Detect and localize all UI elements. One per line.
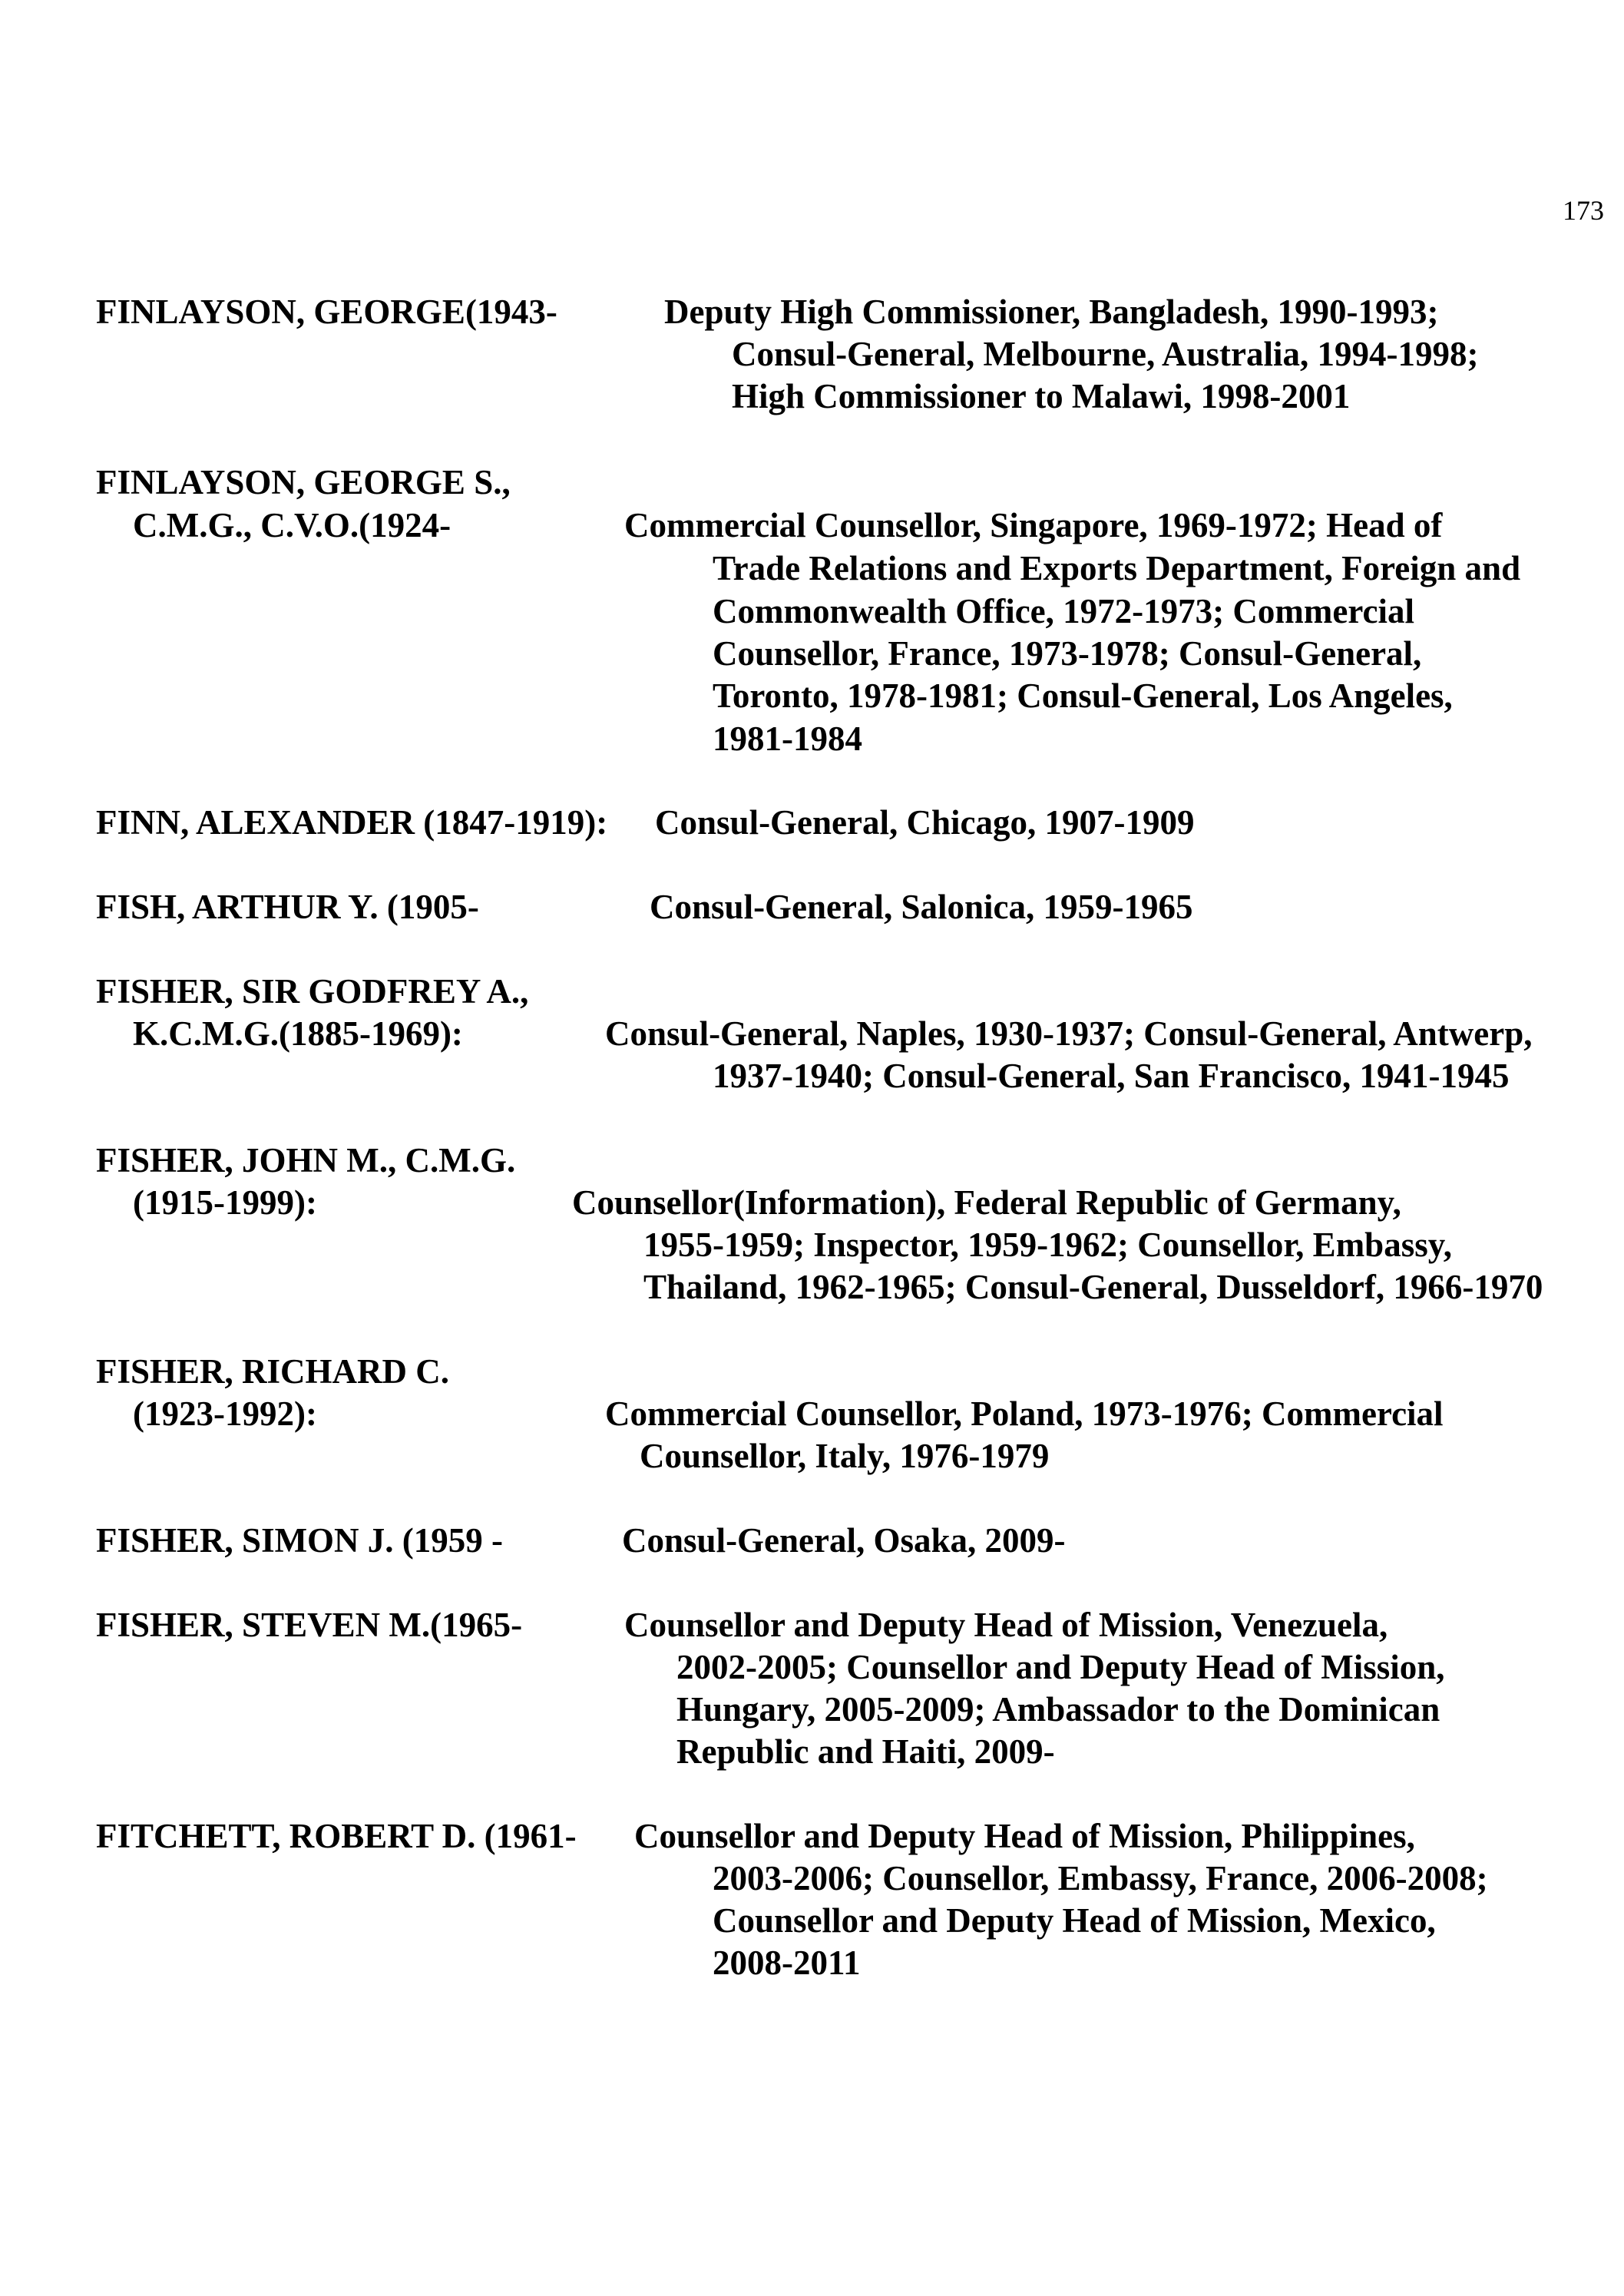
entry-career-line: Counsellor and Deputy Head of Mission, Philippines,	[634, 1817, 1415, 1855]
entry-career-line: Commercial Counsellor, Poland, 1973-1976; Commercial	[605, 1394, 1444, 1433]
entry-career-line: 2003-2006; Counsellor, Embassy, France, 2006-2008;	[713, 1859, 1488, 1897]
entry-name: FINLAYSON, GEORGE S.,	[96, 463, 511, 501]
entry-career-line: Consul-General, Chicago, 1907-1909	[655, 803, 1195, 842]
entry-career-line: Thailand, 1962-1965; Consul-General, Dusseldorf, 1966-1970	[643, 1268, 1543, 1306]
entry-career-line: Hungary, 2005-2009; Ambassador to the Dominican	[676, 1690, 1440, 1729]
entry-career-line: Counsellor, Italy, 1976-1979	[640, 1437, 1050, 1475]
entry-career-line: Consul-General, Naples, 1930-1937; Consul-General, Antwerp,	[605, 1014, 1533, 1053]
entry-career-line: Republic and Haiti, 2009-	[676, 1732, 1055, 1771]
entry-name: FISHER, JOHN M., C.M.G.	[96, 1141, 516, 1179]
entry-career-line: 1955-1959; Inspector, 1959-1962; Counsellor, Embassy,	[643, 1226, 1452, 1264]
entry-career-line: Counsellor(Information), Federal Republic of Germany,	[572, 1183, 1401, 1222]
entry-name: K.C.M.G.(1885-1969):	[133, 1014, 463, 1053]
entry-name: FISH, ARTHUR Y. (1905-	[96, 888, 479, 926]
entry-career-line: Commercial Counsellor, Singapore, 1969-1972; Head of	[624, 506, 1443, 544]
entry-name: C.M.G., C.V.O.(1924-	[133, 506, 451, 544]
entry-name: FISHER, STEVEN M.(1965-	[96, 1606, 523, 1644]
entry-career-line: Consul-General, Osaka, 2009-	[622, 1521, 1066, 1560]
entry-name: FISHER, SIR GODFREY A.,	[96, 972, 529, 1011]
entry-name: FISHER, SIMON J. (1959 -	[96, 1521, 504, 1560]
entry-career-line: 2002-2005; Counsellor and Deputy Head of Mission,	[676, 1648, 1445, 1686]
entry-career-line: Toronto, 1978-1981; Consul-General, Los Angeles,	[713, 677, 1453, 715]
entry-career-line: Consul-General, Salonica, 1959-1965	[650, 888, 1193, 926]
page-number: 173	[1563, 195, 1604, 226]
entry-career-line: Counsellor and Deputy Head of Mission, Mexico,	[713, 1901, 1436, 1940]
entry-career-line: 1937-1940; Consul-General, San Francisco, 1941-1945	[713, 1057, 1510, 1095]
entry-career-line: Counsellor, France, 1973-1978; Consul-General,	[713, 634, 1422, 673]
entry-career-line: Counsellor and Deputy Head of Mission, Venezuela,	[624, 1606, 1388, 1644]
entry-name: FINN, ALEXANDER (1847-1919):	[96, 803, 608, 842]
entry-career-line: 1981-1984	[713, 720, 862, 758]
entry-career-line: Consul-General, Melbourne, Australia, 1994-1998;	[732, 335, 1479, 373]
entry-career-line: Deputy High Commissioner, Bangladesh, 1990-1993;	[664, 293, 1439, 331]
entry-name: FINLAYSON, GEORGE(1943-	[96, 293, 557, 331]
entry-career-line: Trade Relations and Exports Department, Foreign and	[713, 549, 1521, 587]
entry-name: (1915-1999):	[133, 1183, 317, 1222]
entry-career-line: High Commissioner to Malawi, 1998-2001	[732, 377, 1351, 415]
entry-career-line: Commonwealth Office, 1972-1973; Commercial	[713, 592, 1414, 630]
entry-name: FISHER, RICHARD C.	[96, 1352, 450, 1391]
entry-name: (1923-1992):	[133, 1394, 317, 1433]
entry-career-line: 2008-2011	[713, 1944, 861, 1982]
entry-name: FITCHETT, ROBERT D. (1961-	[96, 1817, 577, 1855]
